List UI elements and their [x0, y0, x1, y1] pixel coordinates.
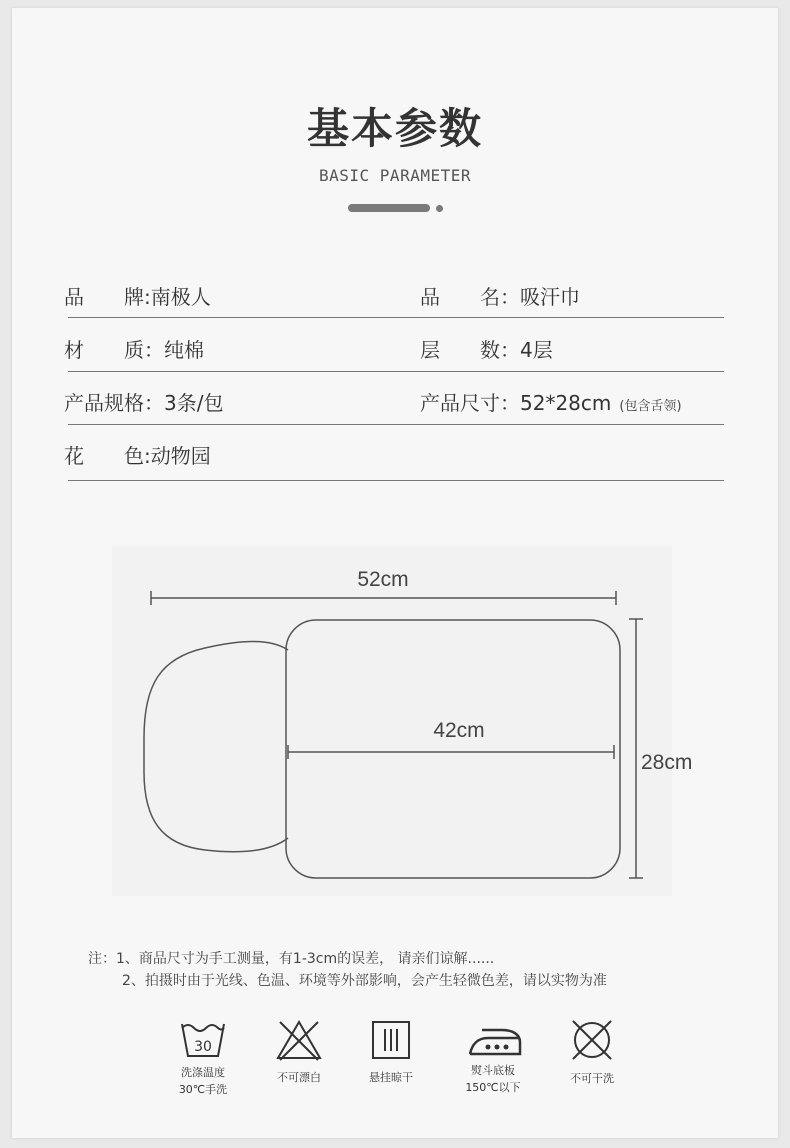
care-label-line: 不可漂白 — [277, 1071, 321, 1084]
row-divider — [68, 371, 724, 372]
param-product-name — [420, 281, 580, 310]
care-label-line: 150℃以下 — [465, 1081, 521, 1094]
row-divider — [68, 424, 724, 425]
param-material — [64, 334, 204, 363]
title-underline-dot — [436, 205, 443, 212]
no-bleach-icon — [274, 1018, 324, 1062]
param-note: (包含舌领) — [619, 399, 682, 414]
row-divider — [68, 317, 724, 318]
care-label-wash — [148, 1064, 258, 1098]
param-value: 动物园 — [150, 444, 211, 468]
care-label-no-dry-clean — [537, 1070, 647, 1087]
param-value: 3条/包 — [164, 391, 224, 415]
param-spec — [64, 387, 223, 416]
care-label-iron — [438, 1062, 548, 1096]
no-dry-clean-icon — [570, 1018, 614, 1062]
care-label-line: 洗涤温度 — [181, 1066, 225, 1079]
param-pattern — [64, 440, 211, 469]
param-value: 吸汗巾 — [520, 285, 580, 309]
hang-dry-icon — [370, 1020, 412, 1060]
param-label: 品 名： — [420, 285, 520, 309]
note-line-1: 注：1、商品尺寸为手工测量，有1-3cm的误差， 请亲们谅解...... — [88, 951, 495, 967]
param-label: 材 质： — [64, 338, 164, 362]
page-subtitle: BASIC PARAMETER — [319, 166, 471, 185]
param-label: 层 数： — [420, 338, 520, 362]
page-title: 基本参数 — [306, 104, 483, 153]
param-layers — [420, 334, 553, 363]
care-label-hang-dry — [336, 1069, 446, 1086]
wash-temp-number: 30 — [194, 1039, 212, 1055]
param-brand — [64, 281, 211, 310]
wash-30-icon — [178, 1018, 228, 1060]
param-value: 52*28cm — [520, 391, 612, 415]
body-width-label: 42cm — [433, 719, 485, 742]
care-label-line: 30℃手洗 — [178, 1083, 228, 1096]
note-line-2: 2、拍摄时由于光线、色温、环境等外部影响，会产生轻微色差，请以实物为准 — [122, 973, 607, 989]
param-label: 品 牌: — [64, 285, 151, 309]
height-label: 28cm — [641, 751, 693, 774]
param-value: 纯棉 — [164, 338, 204, 362]
param-value: 4层 — [520, 338, 553, 362]
param-label: 产品规格： — [64, 391, 164, 415]
param-label: 花 色: — [64, 444, 151, 468]
size-diagram — [0, 540, 790, 900]
param-value: 南极人 — [150, 285, 211, 309]
iron-icon — [466, 1024, 524, 1058]
care-label-line: 悬挂晾干 — [369, 1071, 413, 1084]
param-label: 产品尺寸： — [420, 391, 520, 415]
row-divider — [68, 480, 724, 481]
title-underline-bar — [348, 204, 430, 212]
total-width-label: 52cm — [357, 568, 409, 591]
care-label-line: 熨斗底板 — [471, 1064, 515, 1077]
care-label-line: 不可干洗 — [570, 1072, 614, 1085]
param-size — [420, 387, 682, 416]
